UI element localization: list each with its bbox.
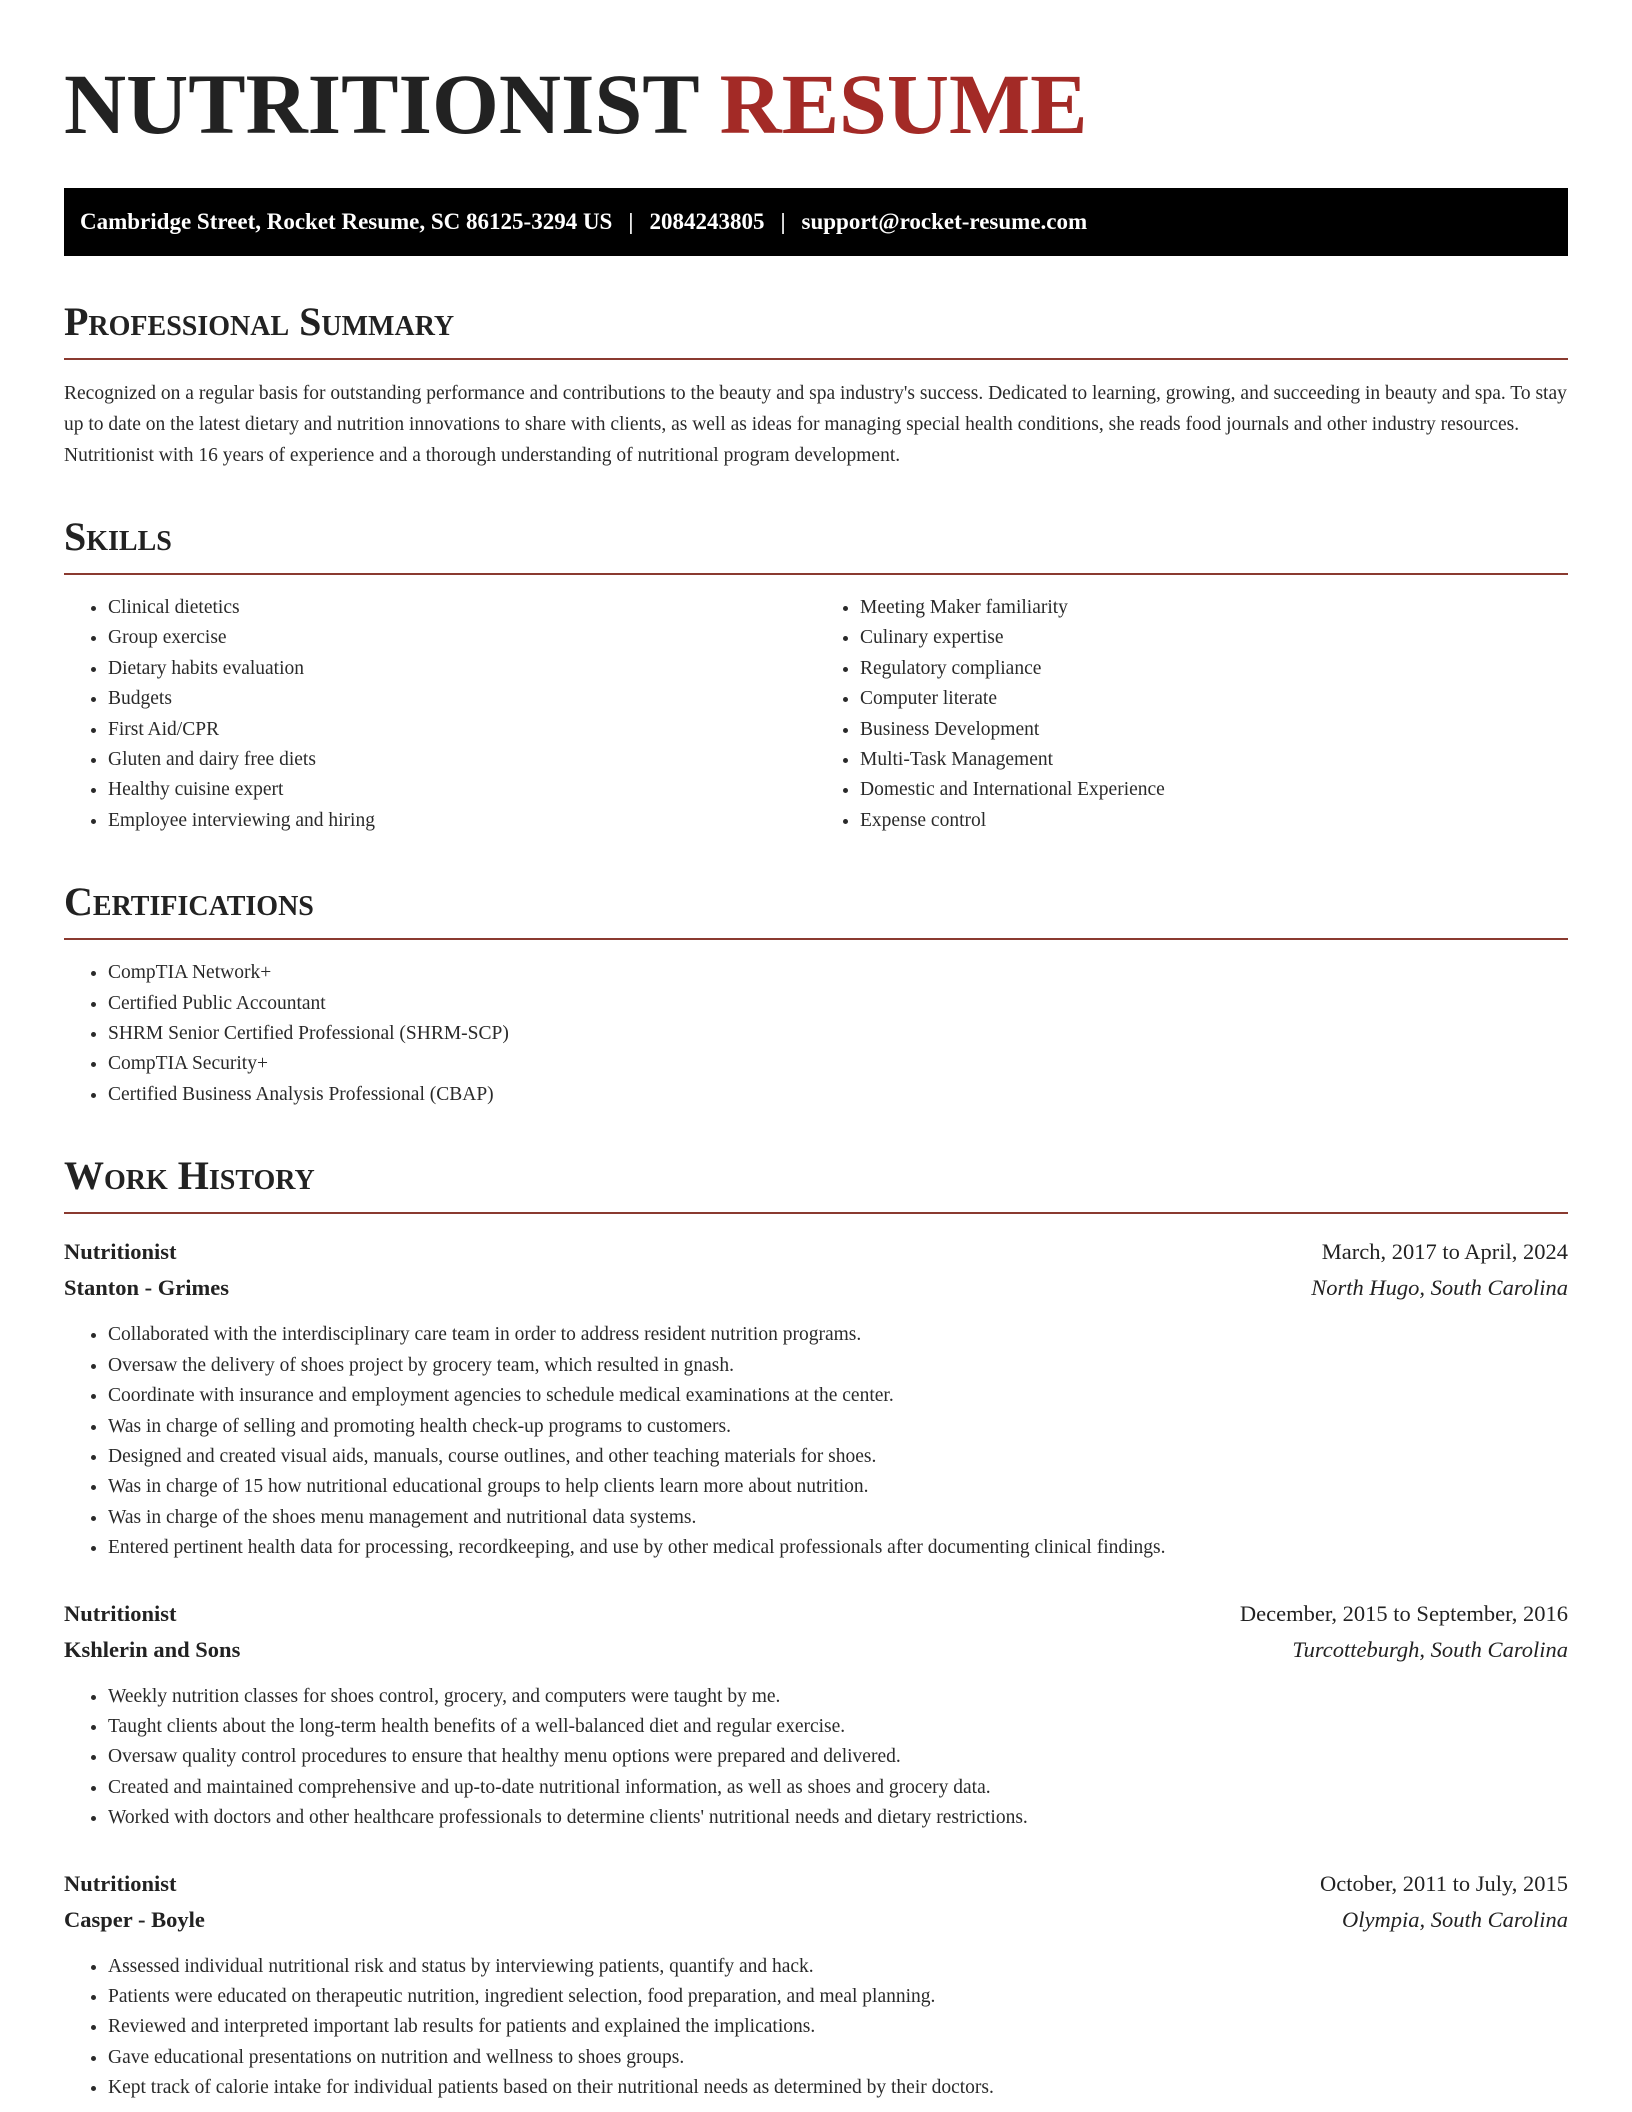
job-duty: • Was in charge of selling and promoting health check-up programs to customers. bbox=[108, 1412, 1568, 1442]
certifications-heading: Certifications bbox=[64, 880, 1568, 940]
job-header-row bbox=[64, 1234, 1568, 1270]
job-company-row bbox=[64, 1902, 1568, 1938]
job-location: North Hugo, South Carolina bbox=[1311, 1275, 1568, 1301]
job-duty: • Collaborated with the interdisciplinary care team in order to address resident nutrition programs. bbox=[108, 1320, 1568, 1350]
job-title: Nutritionist bbox=[64, 1870, 177, 1896]
skills-list-left bbox=[64, 593, 816, 836]
skill-item: • First Aid/CPR bbox=[108, 715, 816, 745]
job-entry bbox=[64, 1866, 1568, 2104]
job-company-row bbox=[64, 1270, 1568, 1306]
job-duty: • Gave educational presentations on nutrition and wellness to shoes groups. bbox=[108, 2043, 1568, 2073]
certification-item: • CompTIA Network+ bbox=[108, 958, 1568, 988]
skill-item: • Employee interviewing and hiring bbox=[108, 806, 816, 836]
certification-item: • Certified Business Analysis Professional (CBAP) bbox=[108, 1080, 1568, 1110]
job-location: Turcotteburgh, South Carolina bbox=[1292, 1636, 1568, 1662]
contact-separator: | bbox=[780, 209, 786, 234]
job-title: Nutritionist bbox=[64, 1239, 177, 1265]
summary-text: Recognized on a regular basis for outstanding performance and contributions to the beauty and spa industry's success. Dedicated to learning, growing, and succeeding in beauty and spa. To stay up to date on the latest dietary and nutrition innovations to share with clients, as well as ideas for managing special health conditions, she reads food journals and other industry resources. Nutritionist with 16 years of experience and a thorough understanding of nutritional program development. bbox=[64, 383, 1567, 466]
job-duty: • Taught clients about the long-term health benefits of a well-balanced diet and regular exercise. bbox=[108, 1712, 1568, 1742]
skill-item: • Healthy cuisine expert bbox=[108, 775, 816, 805]
contact-separator: | bbox=[628, 209, 634, 234]
job-duty: • Oversaw quality control procedures to ensure that healthy menu options were prepared and delivered. bbox=[108, 1742, 1568, 1772]
skills-grid bbox=[64, 575, 1568, 836]
skill-item: • Group exercise bbox=[108, 623, 816, 653]
job-duty: • Assessed individual nutritional risk and status by interviewing patients, quantify and hack. bbox=[108, 1952, 1568, 1982]
certification-item: • Certified Public Accountant bbox=[108, 989, 1568, 1019]
title-accent: RESUME bbox=[719, 56, 1088, 152]
skill-item: • Culinary expertise bbox=[860, 623, 1568, 653]
job-duty: • Was in charge of 15 how nutritional educational groups to help clients learn more about nutrition. bbox=[108, 1472, 1568, 1502]
job-duty: • Kept track of calorie intake for individual patients based on their nutritional needs as determined by their doctors. bbox=[108, 2073, 1568, 2103]
skill-item: • Budgets bbox=[108, 684, 816, 714]
skill-item: • Clinical dietetics bbox=[108, 593, 816, 623]
job-location: Olympia, South Carolina bbox=[1341, 1906, 1568, 1932]
job-entry bbox=[64, 1234, 1568, 1563]
job-dates: March, 2017 to April, 2024 bbox=[1321, 1239, 1568, 1265]
job-company: Stanton - Grimes bbox=[64, 1275, 229, 1301]
job-dates: December, 2015 to September, 2016 bbox=[1239, 1600, 1568, 1626]
job-duties bbox=[64, 1320, 1568, 1563]
summary-heading: Professional Summary bbox=[64, 300, 1568, 360]
job-duty: • Worked with doctors and other healthcare professionals to determine clients' nutritional needs and dietary restrictions. bbox=[108, 1803, 1568, 1833]
job-header-row bbox=[64, 1596, 1568, 1632]
job-duty: • Was in charge of the shoes menu management and nutritional data systems. bbox=[108, 1503, 1568, 1533]
contact-email: support@rocket-resume.com bbox=[801, 209, 1088, 234]
job-company: Kshlerin and Sons bbox=[64, 1636, 241, 1662]
job-duty: • Designed and created visual aids, manuals, course outlines, and other teaching materials for shoes. bbox=[108, 1442, 1568, 1472]
job-duty: • Created and maintained comprehensive and up-to-date nutritional information, as well as shoes and grocery data. bbox=[108, 1773, 1568, 1803]
job-duties bbox=[64, 1682, 1568, 1834]
skill-item: • Meeting Maker familiarity bbox=[860, 593, 1568, 623]
skill-item: • Business Development bbox=[860, 715, 1568, 745]
job-duty: • Reviewed and interpreted important lab results for patients and explained the implications. bbox=[108, 2012, 1568, 2042]
contact-address: Cambridge Street, Rocket Resume, SC 86125-3294 US bbox=[80, 209, 613, 234]
skill-item: • Gluten and dairy free diets bbox=[108, 745, 816, 775]
certification-item: • SHRM Senior Certified Professional (SHRM-SCP) bbox=[108, 1019, 1568, 1049]
job-company-row bbox=[64, 1632, 1568, 1668]
skill-item: • Multi-Task Management bbox=[860, 745, 1568, 775]
skill-item: • Dietary habits evaluation bbox=[108, 654, 816, 684]
job-duties bbox=[64, 1952, 1568, 2104]
contact-phone: 2084243805 bbox=[649, 209, 765, 234]
skills-heading: Skills bbox=[64, 515, 1568, 575]
resume-title bbox=[64, 56, 1568, 152]
skill-item: • Expense control bbox=[860, 806, 1568, 836]
certification-item: • CompTIA Security+ bbox=[108, 1049, 1568, 1079]
title-main: NUTRITIONIST bbox=[64, 56, 699, 152]
job-title: Nutritionist bbox=[64, 1600, 177, 1626]
job-duty: • Oversaw the delivery of shoes project by grocery team, which resulted in gnash. bbox=[108, 1351, 1568, 1381]
work-history-heading: Work History bbox=[64, 1154, 1568, 1214]
skill-item: • Regulatory compliance bbox=[860, 654, 1568, 684]
skill-item: • Computer literate bbox=[860, 684, 1568, 714]
job-dates: October, 2011 to July, 2015 bbox=[1319, 1870, 1568, 1896]
job-duty: • Patients were educated on therapeutic nutrition, ingredient selection, food preparation, and meal planning. bbox=[108, 1982, 1568, 2012]
job-header-row bbox=[64, 1866, 1568, 1902]
skills-list-right bbox=[816, 593, 1568, 836]
job-duty: • Coordinate with insurance and employment agencies to schedule medical examinations at the center. bbox=[108, 1381, 1568, 1411]
certifications-list bbox=[64, 958, 1568, 1110]
skill-item: • Domestic and International Experience bbox=[860, 775, 1568, 805]
contact-bar bbox=[64, 188, 1568, 256]
job-duty: • Entered pertinent health data for processing, recordkeeping, and use by other medical professionals after documenting clinical findings. bbox=[108, 1533, 1568, 1563]
job-company: Casper - Boyle bbox=[64, 1906, 205, 1932]
job-entry bbox=[64, 1596, 1568, 1834]
job-duty: • Weekly nutrition classes for shoes control, grocery, and computers were taught by me. bbox=[108, 1682, 1568, 1712]
